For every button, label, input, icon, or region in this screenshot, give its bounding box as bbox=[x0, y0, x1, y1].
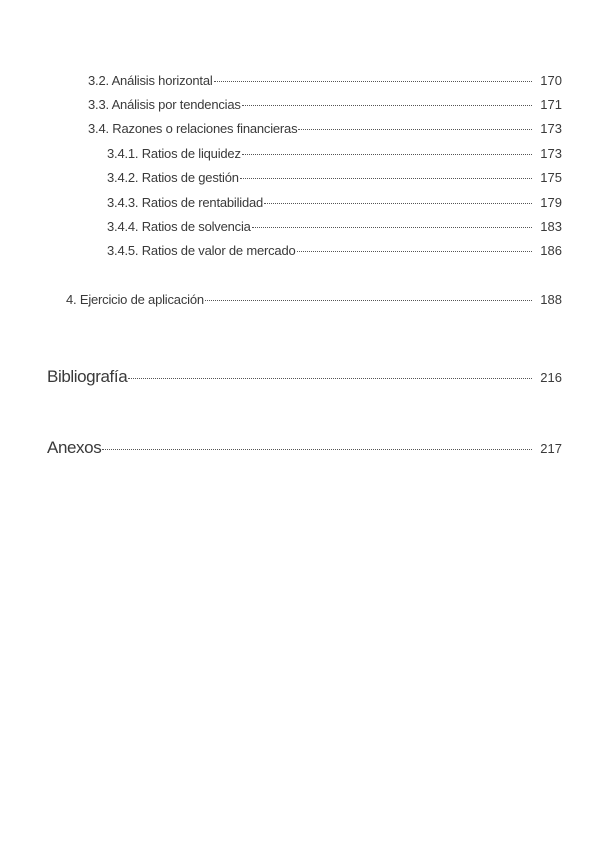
toc-page-number: 186 bbox=[540, 243, 562, 258]
toc-entry-3-4-2[interactable] bbox=[107, 170, 562, 185]
toc-entry-3-4[interactable] bbox=[88, 121, 562, 136]
dot-leader bbox=[102, 449, 532, 450]
dot-leader bbox=[205, 300, 532, 301]
toc-entry-label: 3.4.5. Ratios de valor de mercado bbox=[107, 243, 296, 258]
dot-leader bbox=[242, 105, 532, 106]
dot-leader bbox=[240, 178, 532, 179]
toc-page-number: 170 bbox=[540, 73, 562, 88]
toc-entry-3-4-4[interactable] bbox=[107, 219, 562, 234]
toc-entry-anexos[interactable] bbox=[47, 438, 562, 458]
toc-page-number: 216 bbox=[540, 370, 562, 385]
toc-page-number: 217 bbox=[540, 441, 562, 456]
toc-entry-label: 3.4. Razones o relaciones financieras bbox=[88, 121, 298, 136]
toc-entry-label: 3.4.4. Ratios de solvencia bbox=[107, 219, 251, 234]
toc-entry-label: 3.3. Análisis por tendencias bbox=[88, 97, 241, 112]
toc-entry-3-2[interactable] bbox=[88, 73, 562, 88]
toc-page-number: 188 bbox=[540, 292, 562, 307]
toc-entry-label: 3.2. Análisis horizontal bbox=[88, 73, 213, 88]
toc-page-number: 183 bbox=[540, 219, 562, 234]
toc-entry-4[interactable] bbox=[66, 292, 562, 307]
toc-page-number: 173 bbox=[540, 121, 562, 136]
toc-entry-bibliografia[interactable] bbox=[47, 367, 562, 387]
dot-leader bbox=[252, 227, 532, 228]
dot-leader bbox=[242, 154, 532, 155]
toc-entry-label: 3.4.2. Ratios de gestión bbox=[107, 170, 239, 185]
toc-page-number: 171 bbox=[540, 97, 562, 112]
toc-entry-label: Anexos bbox=[47, 438, 102, 457]
toc-page-number: 173 bbox=[540, 146, 562, 161]
toc-page-number: 175 bbox=[540, 170, 562, 185]
dot-leader bbox=[214, 81, 532, 82]
toc-page-number: 179 bbox=[540, 195, 562, 210]
dot-leader bbox=[128, 378, 532, 379]
dot-leader bbox=[264, 203, 532, 204]
toc-entry-label: Bibliografía bbox=[47, 367, 128, 386]
toc-entry-3-3[interactable] bbox=[88, 97, 562, 112]
toc-entry-3-4-3[interactable] bbox=[107, 195, 562, 210]
dot-leader bbox=[298, 129, 532, 130]
toc-entry-3-4-1[interactable] bbox=[107, 146, 562, 161]
toc-entry-3-4-5[interactable] bbox=[107, 243, 562, 258]
dot-leader bbox=[297, 251, 532, 252]
toc-entry-label: 3.4.1. Ratios de liquidez bbox=[107, 146, 241, 161]
toc-entry-label: 3.4.3. Ratios de rentabilidad bbox=[107, 195, 264, 210]
toc-entry-label: 4. Ejercicio de aplicación bbox=[66, 292, 204, 307]
